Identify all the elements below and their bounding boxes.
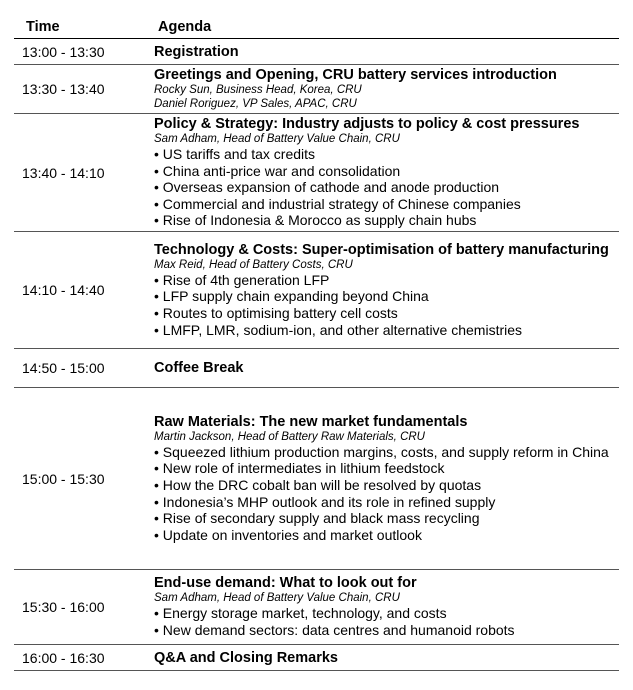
session-bullet: • Energy storage market, technology, and costs — [154, 605, 447, 622]
session-bullet: • Rise of Indonesia & Morocco as supply chain hubs — [154, 212, 477, 229]
session-time: 13:30 - 13:40 — [14, 65, 154, 114]
session-time: 14:10 - 14:40 — [14, 232, 154, 349]
agenda-row — [14, 570, 619, 645]
session-bullet: • US tariffs and tax credits — [154, 146, 316, 163]
session-speaker: Daniel Roriguez, VP Sales, APAC, CRU — [154, 98, 357, 110]
session-cell — [154, 349, 619, 388]
session-title: Technology & Costs: Super-optimisation of battery manufacturing — [154, 241, 609, 258]
agenda-row — [14, 388, 619, 570]
session-cell — [154, 645, 619, 671]
session-time: 15:00 - 15:30 — [14, 388, 154, 570]
session-bullet: • China anti-price war and consolidation — [154, 162, 401, 179]
session-bullet: • New demand sectors: data centres and humanoid robots — [154, 622, 515, 638]
session-bullet: • New role of intermediates in lithium feedstock — [154, 460, 445, 477]
session-bullet: • Rise of secondary supply and black mass recycling — [154, 510, 480, 527]
session-bullet: • Indonesia’s MHP outlook and its role in refined supply — [154, 493, 496, 510]
agenda-row — [14, 114, 619, 232]
session-bullet: • Update on inventories and market outlook — [154, 526, 422, 543]
session-bullet: • Squeezed lithium production margins, costs, and supply reform in China — [154, 443, 609, 460]
agenda-row — [14, 39, 619, 65]
agenda-column-header: Agenda — [154, 18, 619, 39]
session-cell — [154, 114, 619, 232]
session-cell — [154, 39, 619, 65]
session-title: End-use demand: What to look out for — [154, 575, 417, 592]
session-cell — [154, 570, 619, 645]
session-cell — [154, 232, 619, 349]
agenda-row — [14, 232, 619, 349]
session-title: Q&A and Closing Remarks — [154, 649, 338, 666]
session-bullet: • LFP supply chain expanding beyond China — [154, 288, 429, 305]
agenda-row — [14, 645, 619, 671]
session-speaker: Max Reid, Head of Battery Costs, CRU — [154, 258, 353, 271]
session-bullet: • LMFP, LMR, sodium-ion, and other alternative chemistries — [154, 321, 523, 338]
header-row — [14, 18, 619, 39]
session-time: 13:00 - 13:30 — [14, 39, 154, 65]
session-time: 13:40 - 14:10 — [14, 114, 154, 232]
session-speaker: Rocky Sun, Business Head, Korea, CRU — [154, 84, 362, 96]
session-title: Coffee Break — [154, 360, 244, 376]
session-time: 16:00 - 16:30 — [14, 645, 154, 671]
time-column-header: Time — [14, 18, 154, 39]
session-title: Greetings and Opening, CRU battery services introduction — [154, 67, 557, 83]
session-title: Raw Materials: The new market fundamentals — [154, 413, 468, 430]
session-bullet: • Rise of 4th generation LFP — [154, 271, 330, 288]
session-speaker: Sam Adham, Head of Battery Value Chain, CRU — [154, 592, 400, 605]
session-speaker: Sam Adham, Head of Battery Value Chain, CRU — [154, 133, 400, 146]
session-bullet: • Overseas expansion of cathode and anode production — [154, 179, 500, 196]
session-title: Registration — [154, 43, 239, 60]
session-bullet: • Commercial and industrial strategy of Chinese companies — [154, 195, 521, 212]
session-time: 14:50 - 15:00 — [14, 349, 154, 388]
session-cell — [154, 388, 619, 570]
agenda-row — [14, 65, 619, 114]
session-bullet: • How the DRC cobalt ban will be resolved by quotas — [154, 476, 482, 493]
session-title: Policy & Strategy: Industry adjusts to policy & cost pressures — [154, 116, 580, 133]
session-bullet: • Routes to optimising battery cell costs — [154, 305, 398, 321]
session-speaker: Martin Jackson, Head of Battery Raw Materials, CRU — [154, 430, 425, 443]
agenda-row — [14, 349, 619, 388]
session-cell — [154, 65, 619, 114]
session-time: 15:30 - 16:00 — [14, 570, 154, 645]
agenda-table — [14, 18, 619, 671]
